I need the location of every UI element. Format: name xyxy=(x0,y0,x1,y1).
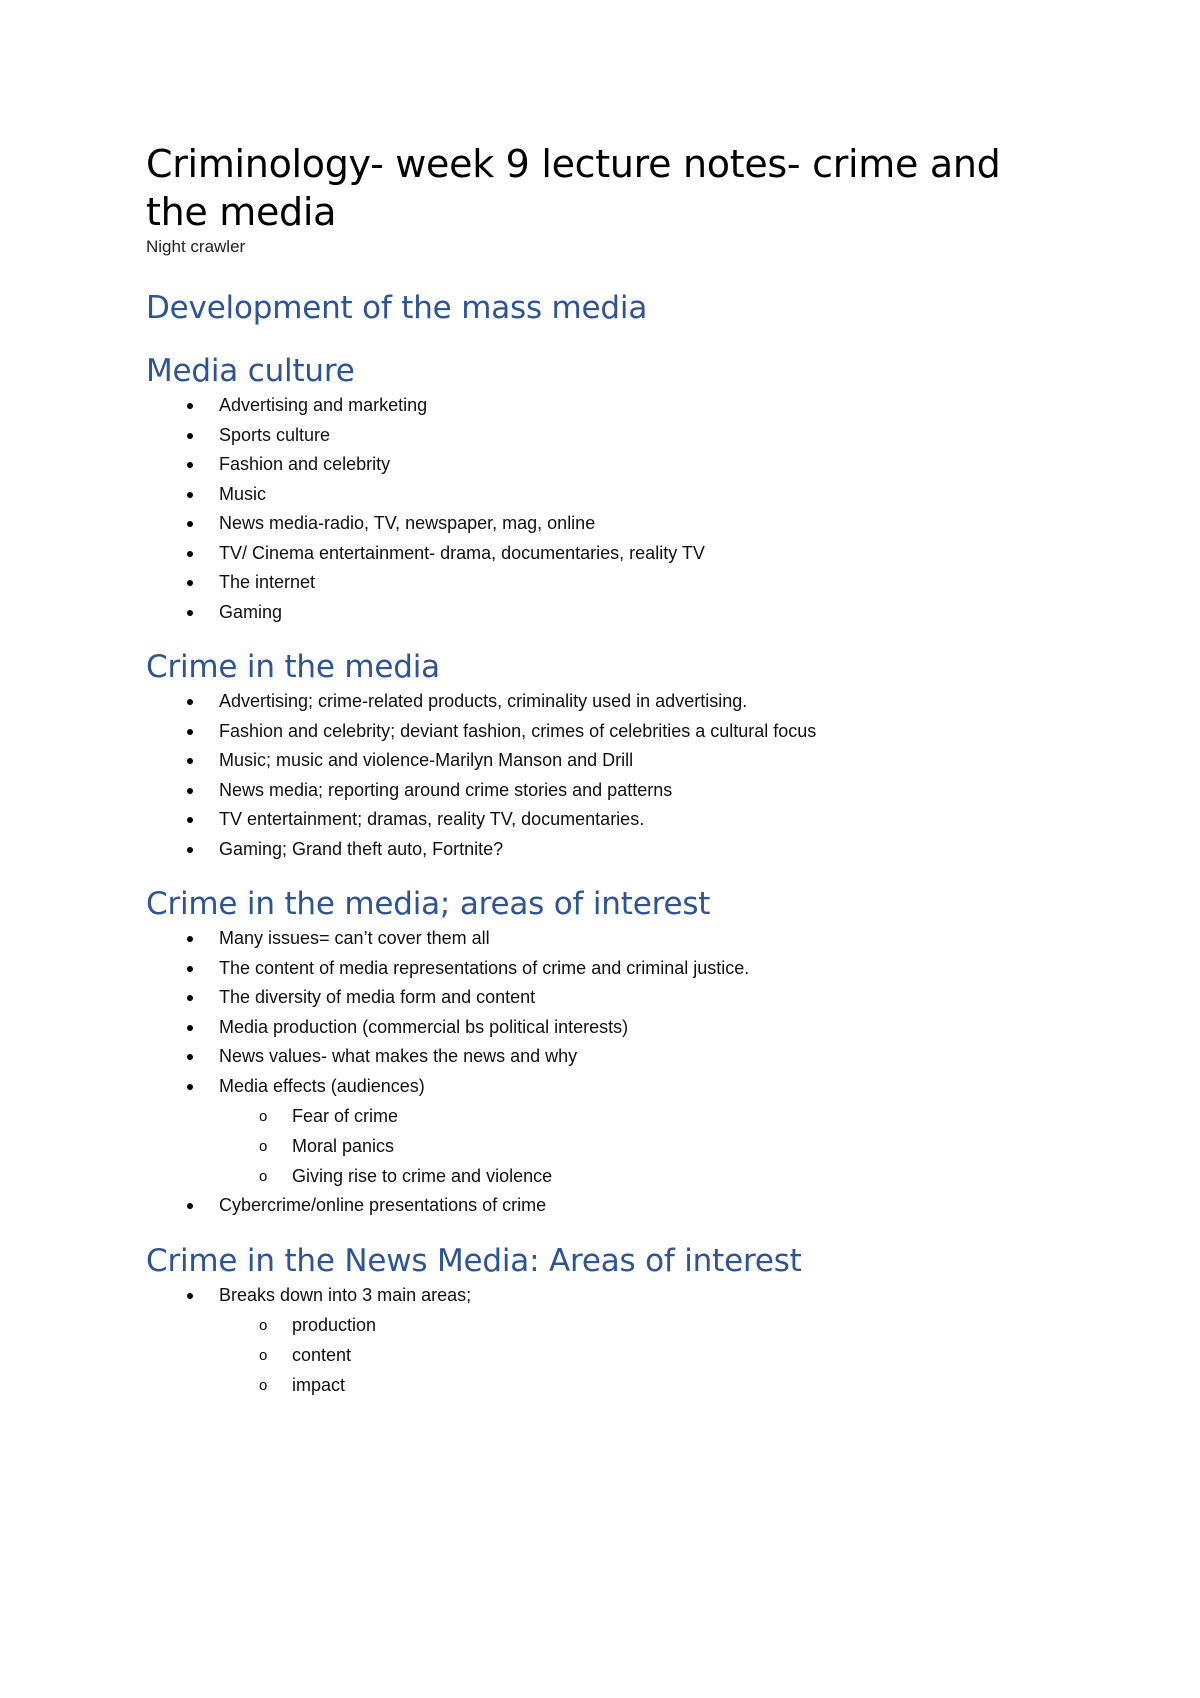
bullet-icon xyxy=(187,433,193,439)
sub-bullet-icon: o xyxy=(259,1108,268,1125)
bullet-icon xyxy=(187,492,193,498)
bullet-icon xyxy=(187,936,193,942)
list-item xyxy=(146,924,1066,954)
list-item-text: Advertising; crime-related products, criminality used in advertising. xyxy=(219,691,748,711)
sub-list-item xyxy=(146,1131,1066,1161)
bullet-list xyxy=(146,687,1066,864)
section-heading: Crime in the media xyxy=(146,649,440,685)
bullet-icon xyxy=(187,580,193,586)
sub-list-item-text: Giving rise to crime and violence xyxy=(292,1166,553,1186)
sub-list-item xyxy=(146,1310,1066,1340)
bullet-icon xyxy=(187,521,193,527)
bullet-icon xyxy=(187,699,193,705)
bullet-icon xyxy=(187,966,193,972)
sub-bullet-icon: o xyxy=(259,1168,268,1185)
bullet-icon xyxy=(187,462,193,468)
section-heading: Crime in the media; areas of interest xyxy=(146,886,711,922)
list-item xyxy=(146,983,1066,1013)
sub-bullet-list xyxy=(146,1101,1066,1191)
bullet-icon xyxy=(187,610,193,616)
list-item-text: Fashion and celebrity; deviant fashion, crimes of celebrities a cultural focus xyxy=(219,720,817,741)
list-item xyxy=(146,539,1066,569)
document-subtitle: Night crawler xyxy=(146,237,246,256)
list-item-text: News media; reporting around crime stories and patterns xyxy=(219,779,673,800)
list-item xyxy=(146,450,1066,480)
list-item-text: Media production (commercial bs political interests) xyxy=(219,1016,629,1037)
bullet-icon xyxy=(187,817,193,823)
bullet-icon xyxy=(187,1293,193,1299)
list-item xyxy=(146,717,1066,747)
list-item xyxy=(146,954,1066,984)
list-item-text: Music xyxy=(219,483,267,504)
section-news-media xyxy=(146,1241,1066,1401)
list-item-text: Fashion and celebrity xyxy=(219,454,391,474)
list-item-text: Media effects (audiences) xyxy=(219,1075,425,1096)
sub-list-item xyxy=(146,1101,1066,1131)
sub-list-item-text: Moral panics xyxy=(292,1136,395,1156)
list-item xyxy=(146,568,1066,598)
list-item-text: Cybercrime/online presentations of crime xyxy=(219,1195,547,1215)
bullet-icon xyxy=(187,847,193,853)
list-item-text: Many issues= can’t cover them all xyxy=(219,928,490,948)
list-item xyxy=(146,835,1066,865)
sub-list-item xyxy=(146,1340,1066,1370)
list-item xyxy=(146,746,1066,776)
list-item-text: News values- what makes the news and why xyxy=(219,1046,578,1066)
list-item xyxy=(146,391,1066,421)
sub-list-item-text: production xyxy=(292,1315,377,1335)
section-areas-of-interest xyxy=(146,884,1066,1221)
list-item-text: Gaming xyxy=(219,601,283,622)
bullet-icon xyxy=(187,403,193,409)
list-item-text: The diversity of media form and content xyxy=(219,987,536,1007)
list-item xyxy=(146,1013,1066,1043)
list-item xyxy=(146,1042,1066,1072)
bullet-list xyxy=(146,1191,1066,1221)
section-media-culture xyxy=(146,351,1066,627)
list-item xyxy=(146,805,1066,835)
document-title: Criminology- week 9 lecture notes- crime and the media xyxy=(146,142,1001,234)
bullet-icon xyxy=(187,1084,193,1090)
list-item xyxy=(146,1191,1066,1221)
bullet-icon xyxy=(187,995,193,1001)
sub-bullet-icon: o xyxy=(259,1138,268,1155)
bullet-icon xyxy=(187,1203,193,1209)
sub-bullet-icon: o xyxy=(259,1347,268,1364)
bullet-icon xyxy=(187,1025,193,1031)
list-item xyxy=(146,1281,1066,1311)
section-development xyxy=(146,288,1066,328)
bullet-list xyxy=(146,1281,1066,1311)
bullet-list xyxy=(146,924,1066,1101)
list-item xyxy=(146,776,1066,806)
list-item xyxy=(146,598,1066,628)
list-item-text: TV/ Cinema entertainment- drama, documentaries, reality TV xyxy=(219,542,705,563)
bullet-icon xyxy=(187,1054,193,1060)
sub-list-item-text: Fear of crime xyxy=(292,1106,399,1126)
list-item-text: TV entertainment; dramas, reality TV, documentaries. xyxy=(219,809,645,829)
section-heading: Media culture xyxy=(146,353,355,389)
section-crime-in-media xyxy=(146,647,1066,864)
list-item-text: Breaks down into 3 main areas; xyxy=(219,1284,472,1305)
sub-list-item xyxy=(146,1370,1066,1400)
section-heading: Crime in the News Media: Areas of interest xyxy=(146,1242,802,1279)
list-item xyxy=(146,480,1066,510)
sub-list-item xyxy=(146,1161,1066,1191)
section-heading: Development of the mass media xyxy=(146,290,648,326)
list-item xyxy=(146,509,1066,539)
sub-bullet-list xyxy=(146,1310,1066,1400)
list-item-text: Advertising and marketing xyxy=(219,395,428,415)
sub-list-item-text: content xyxy=(292,1345,352,1365)
list-item xyxy=(146,687,1066,717)
sub-bullet-icon: o xyxy=(259,1377,268,1394)
sub-bullet-icon: o xyxy=(259,1317,268,1334)
list-item-text: Sports culture xyxy=(219,424,331,445)
list-item-text: Gaming; Grand theft auto, Fortnite? xyxy=(219,838,504,859)
list-item xyxy=(146,421,1066,451)
list-item-text: The content of media representations of crime and criminal justice. xyxy=(219,957,750,978)
list-item-text: News media-radio, TV, newspaper, mag, online xyxy=(219,513,596,533)
list-item-text: The internet xyxy=(219,572,316,592)
bullet-icon xyxy=(187,758,193,764)
list-item-text: Music; music and violence-Marilyn Manson and Drill xyxy=(219,750,634,770)
document-body xyxy=(146,140,1066,1400)
bullet-list xyxy=(146,391,1066,627)
bullet-icon xyxy=(187,551,193,557)
sub-list-item-text: impact xyxy=(292,1375,346,1395)
bullet-icon xyxy=(187,729,193,735)
bullet-icon xyxy=(187,788,193,794)
list-item xyxy=(146,1072,1066,1102)
